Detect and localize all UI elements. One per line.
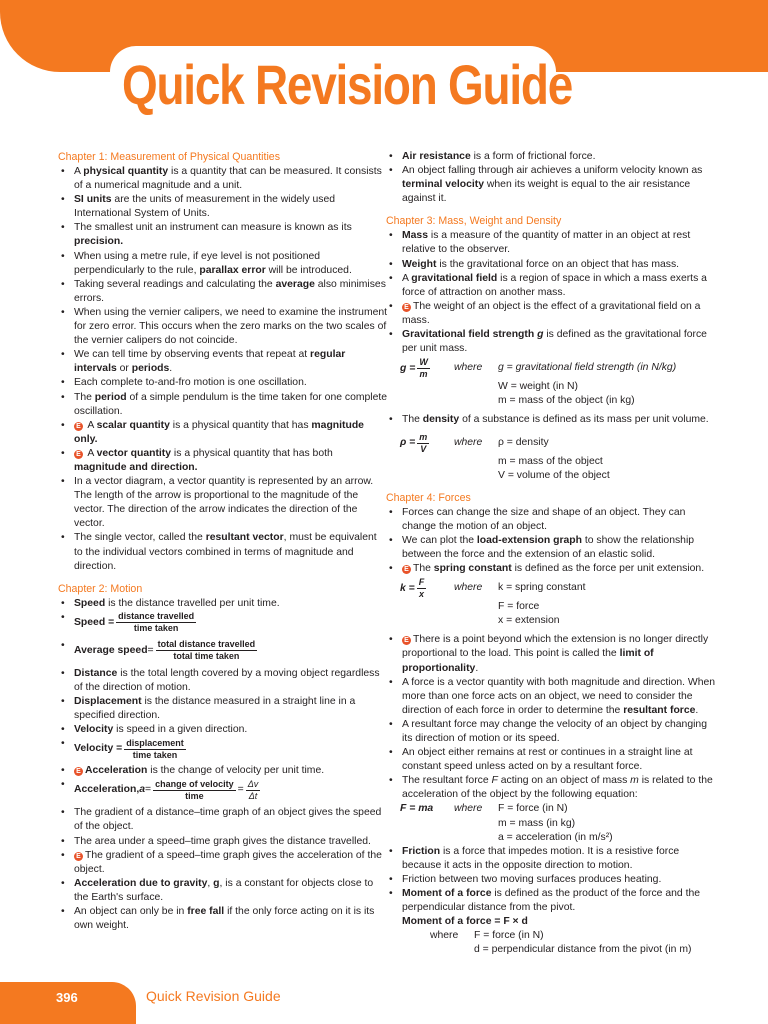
list-item: • The area under a speed–time graph gives the distance travelled. [58, 835, 388, 849]
page-title: Quick Revision Guide [122, 53, 573, 116]
left-column [58, 150, 388, 933]
moment-formula: Moment of a force = F × d [402, 916, 528, 928]
chapter-1-list [58, 165, 388, 574]
exam-icon: E [74, 852, 83, 861]
list-item: • Mass is a measure of the quantity of matter in an object at rest relative to the observer. [386, 229, 716, 257]
newton-second-law-formula: F = ma where F = force (in N) m = mass (in kg) a = acceleration (in m/s²) [400, 803, 613, 843]
fraction: $\frac{F}{x}$ [418, 577, 425, 600]
list-item: • E A vector quantity is a physical quantity that has both magnitude and direction. [58, 447, 388, 475]
list-item: • When using a metre rule, if eye level is not positioned perpendicularly to the rule, parallax error will be introduced. [58, 250, 388, 278]
list-item: • Acceleration due to gravity, g, is a constant for objects close to the Earth's surface. [58, 877, 388, 905]
list-item: • Friction is a force that impedes motion. It is a resistive force because it acts in the opposite direction to motion. [386, 845, 716, 873]
fraction: $\frac{\text{distance travelled}}{\text{time taken}}$ [118, 611, 195, 634]
exam-icon: E [402, 636, 411, 645]
list-item: • E The spring constant is defined as the force per unit extension. [386, 562, 716, 576]
list-item: • Gravitational field strength g is defined as the gravitational force per unit mass. [386, 328, 716, 356]
list-item: • Each complete to-and-fro motion is one oscillation. [58, 376, 388, 390]
page-number: 396 [56, 990, 78, 1005]
fraction: $\frac{\text{change of velocity}}{\text{time}}$ [155, 778, 234, 801]
list-item: • Velocity is speed in a given direction. [58, 723, 388, 737]
list-item: • We can plot the load-extension graph to show the relationship between the force and the extension of an elastic solid. [386, 534, 716, 562]
chapter-1-heading: Chapter 1: Measurement of Physical Quantities [58, 151, 280, 163]
velocity-formula: • Velocity = $\frac{\text{displacement}}{\text{time taken}}$ [58, 737, 388, 761]
list-item: • When using the vernier calipers, we need to examine the instrument for zero error. This occurs when the zero marks on the two scales of the vernier calipers do not coincide. [58, 306, 388, 348]
list-item: • An object falling through air achieves a uniform velocity known as terminal velocity when its weight is equal to the air resistance against it. [386, 164, 716, 206]
list-item: • The smallest unit an instrument can measure is known as its precision. [58, 221, 388, 249]
chapter-4-list [386, 506, 716, 576]
list-item: • An object either remains at rest or continues in a straight line at constant speed unless acted on by a resultant force. [386, 746, 716, 774]
fraction: $\frac{\text{total distance travelled}}{\text{total time taken}}$ [157, 639, 256, 662]
fraction: $\frac{m}{V}$ [419, 431, 428, 454]
moment-definitions: where F = force (in N) d = perpendicular distance from the pivot (in m) [430, 930, 692, 956]
list-item: • The resultant force F acting on an object of mass m is related to the acceleration of the object by the following equation: [386, 774, 716, 802]
right-column [386, 150, 716, 963]
acceleration-formula: • Acceleration, a = $\frac{\text{change of velocity}}{\text{time}}$ = $\frac{\Delta v}{\Delta t}$ [58, 778, 388, 802]
chapter-2-list [58, 597, 388, 934]
speed-formula: • Speed = $\frac{\text{distance travelled}}{\text{time taken}}$ [58, 611, 388, 635]
fraction: $\frac{W}{m}$ [419, 357, 428, 380]
list-item: • E The gradient of a speed–time graph gives the acceleration of the object. [58, 849, 388, 877]
list-item: • E The weight of an object is the effect of a gravitational field on a mass. [386, 300, 716, 328]
list-item: • Air resistance is a form of frictional force. [386, 150, 716, 164]
list-item: • Forces can change the size and shape of an object. They can change the motion of an object. [386, 506, 716, 534]
exam-icon: E [402, 565, 411, 574]
density-formula: ρ = $\frac{m}{V}$ where ρ = density m = mass of the object V = volume of the object [400, 431, 610, 481]
list-item: • Displacement is the distance measured in a straight line in a specified direction. [58, 695, 388, 723]
exam-icon: E [74, 450, 83, 459]
exam-icon: E [74, 767, 83, 776]
list-item: • Friction between two moving surfaces produces heating. [386, 873, 716, 887]
list-item: • A resultant force may change the velocity of an object by changing its direction of motion or its speed. [386, 718, 716, 746]
list-item: • An object can only be in free fall if the only force acting on it is its own weight. [58, 905, 388, 933]
list-item: • E There is a point beyond which the extension is no longer directly proportional to the load. This point is called the limit of proportionality. [386, 633, 716, 675]
list-item: • E A scalar quantity is a physical quantity that has magnitude only. [58, 419, 388, 447]
list-item: • Moment of a force is defined as the product of the force and the perpendicular distance from the pivot. [386, 887, 716, 915]
list-item: • In a vector diagram, a vector quantity is represented by an arrow. The length of the arrow is proportional to the magnitude of the vector. The direction of the arrow indicates the direction of the vector. [58, 475, 388, 531]
gravitational-field-formula: g = $\frac{W}{m}$ where g = gravitational field strength (in N/kg) W = weight (in N) m = mass of the object (in kg) [400, 357, 677, 407]
list-item: • SI units are the units of measurement in the widely used International System of Units. [58, 193, 388, 221]
spring-constant-formula: k = $\frac{F}{x}$ where k = spring constant F = force x = extension [400, 577, 586, 627]
list-item: • The single vector, called the resultant vector, must be equivalent to the individual vectors combined in terms of magnitude and direction. [58, 531, 388, 573]
footer-title: Quick Revision Guide [146, 988, 281, 1004]
list-item: • We can tell time by observing events that repeat at regular intervals or periods. [58, 348, 388, 376]
list-item: • The gradient of a distance–time graph of an object gives the speed of the object. [58, 806, 388, 834]
exam-icon: E [74, 422, 83, 431]
fraction: $\frac{\Delta v}{\Delta t}$ [247, 778, 259, 801]
list-item: • Weight is the gravitational force on an object that has mass. [386, 258, 716, 272]
chapter-2-heading: Chapter 2: Motion [58, 582, 143, 595]
fraction: $\frac{\text{displacement}}{\text{time taken}}$ [126, 737, 184, 760]
chapter-2-continued-list [386, 150, 716, 206]
chapter-3-list [386, 229, 716, 356]
list-item: • Speed is the distance travelled per unit time. [58, 597, 388, 611]
list-item: • Taking several readings and calculating the average also minimises errors. [58, 278, 388, 306]
list-item: • A force is a vector quantity with both magnitude and direction. When more than one force acts on an object, we need to consider the direction of each force in order to determine the resultant force. [386, 676, 716, 718]
chapter-4-heading: Chapter 4: Forces [386, 491, 471, 504]
list-item: • E Acceleration is the change of velocity per unit time. [58, 764, 388, 778]
list-item: • The density of a substance is defined as its mass per unit volume. [386, 413, 716, 427]
list-item: • A physical quantity is a quantity that can be measured. It consists of a numerical magnitude and a unit. [58, 165, 388, 193]
list-item: • Distance is the total length covered by a moving object regardless of the direction of motion. [58, 667, 388, 695]
chapter-3-heading: Chapter 3: Mass, Weight and Density [386, 215, 562, 228]
exam-icon: E [402, 303, 411, 312]
list-item: • The period of a simple pendulum is the time taken for one complete oscillation. [58, 391, 388, 419]
average-speed-formula: • Average speed = $\frac{\text{total distance travelled}}{\text{total time taken}}$ [58, 639, 388, 663]
list-item: • A gravitational field is a region of space in which a mass exerts a force of attraction on another mass. [386, 272, 716, 300]
